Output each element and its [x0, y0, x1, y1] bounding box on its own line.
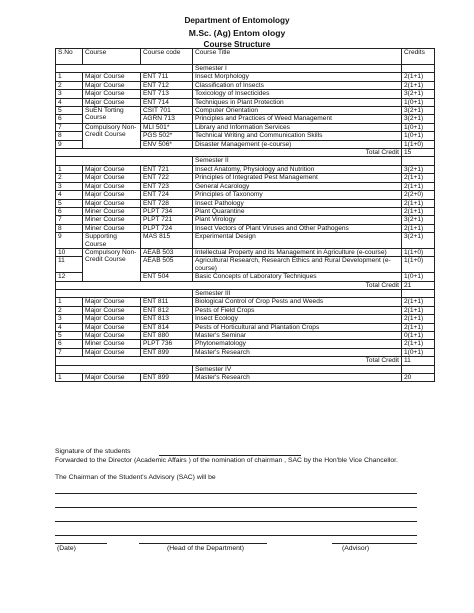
semester-label: Semester II: [193, 157, 402, 165]
cell-course-code: ENT 722: [141, 174, 193, 182]
semester-header-row: [56, 289, 435, 297]
cell-course-title: Computer Orientation: [193, 107, 402, 115]
cell-sno: 3: [56, 182, 83, 190]
semester-credits-blank: [402, 65, 435, 73]
cell-sno: 3: [56, 90, 83, 98]
blank-line-2: [55, 507, 417, 508]
cell-course-title: Principles of Taxonomy: [193, 191, 402, 199]
table-row: [56, 199, 435, 207]
date-line: [55, 543, 107, 544]
col-header-sno: S.No: [56, 49, 83, 65]
cell-course-code: ENT 724: [141, 191, 193, 199]
cell-credits: 1(0+1): [402, 132, 435, 140]
cell-course-title: Library and Information Services: [193, 123, 402, 131]
cell-course-title: Principles and Practices of Weed Management: [193, 115, 402, 123]
cell-credits: 2(1+1): [402, 199, 435, 207]
cell-sno: 6: [56, 115, 83, 123]
cell-course-code: ENT 504: [141, 273, 193, 281]
table-row: [56, 248, 435, 256]
cell-course: Compulsory Non- Credit Course: [83, 248, 141, 281]
cell-credits: 1(1+0): [402, 248, 435, 256]
cell-credits: 1(0+1): [402, 348, 435, 356]
cell-sno: 7: [56, 216, 83, 224]
cell-course: Major Course: [83, 348, 141, 356]
table-row: [56, 332, 435, 340]
cell-course-title: Insect Vectors of Plant Viruses and Other Pathogens: [193, 224, 402, 232]
cell-course: Major Course: [83, 374, 141, 382]
cell-course-title: Biological Control of Crop Pests and Weeds: [193, 298, 402, 306]
cell-course: Major Course: [83, 306, 141, 314]
course-structure-heading: Course Structure: [203, 40, 271, 49]
table-row: [56, 323, 435, 331]
cell-course: Miner Course: [83, 216, 141, 224]
cell-sno: 4: [56, 98, 83, 106]
cell-sno: 1: [56, 298, 83, 306]
cell-course-title: Master's Seminar: [193, 332, 402, 340]
semester-header-row: [56, 365, 435, 373]
cell-course-title: Toxicology of Insecticides: [193, 90, 402, 98]
cell-course-title: Master's Research: [193, 374, 402, 382]
cell-course-title: Phytonematology: [193, 340, 402, 348]
cell-credits: 2(1+1): [402, 207, 435, 215]
advisor-line: [332, 543, 417, 544]
cell-sno: 12: [56, 273, 83, 281]
cell-course-title: Agricultural Research, Research Ethics and Rural Development (e-course): [193, 257, 402, 273]
table-row: [56, 374, 435, 382]
cell-credits: 2(1+1): [402, 174, 435, 182]
semester-credits-blank: [402, 365, 435, 373]
cell-sno: 11: [56, 257, 83, 273]
total-credit-value: 11: [402, 357, 435, 365]
cell-sno: 1: [56, 165, 83, 173]
total-credit-label: Total Credit: [56, 149, 402, 157]
table-row: [56, 174, 435, 182]
table-row: [56, 216, 435, 224]
cell-sno: 10: [56, 248, 83, 256]
cell-credits: 2(1+1): [402, 182, 435, 190]
cell-course-title: Basic Concepts of Laboratory Techniques: [193, 273, 402, 281]
cell-course-code: ENT 721: [141, 165, 193, 173]
table-row: [56, 315, 435, 323]
cell-credits: 2(1+1): [402, 81, 435, 89]
cell-course-code: ENT 713: [141, 90, 193, 98]
signature-line: [159, 455, 301, 456]
cell-course: Major Course: [83, 81, 141, 89]
semester-header-row: [56, 157, 435, 165]
cell-sno: 9: [56, 140, 83, 148]
col-header-credits: Credits: [402, 49, 435, 65]
cell-course-code: AGRN 713: [141, 115, 193, 123]
total-credit-value: 21: [402, 281, 435, 289]
course-structure-table: [55, 48, 435, 382]
cell-credits: 1(1+0): [402, 257, 435, 273]
cell-course-code: AEAB 503: [141, 248, 193, 256]
cell-sno: 9: [56, 233, 83, 249]
table-row: [56, 224, 435, 232]
cell-sno: 8: [56, 224, 83, 232]
cell-credits: 1(1+0): [402, 140, 435, 148]
table-row: [56, 165, 435, 173]
semester-credits-blank: [402, 289, 435, 297]
cell-course-code: ENV 506*: [141, 140, 193, 148]
cell-course: Major Course: [83, 165, 141, 173]
cell-course-code: ENT 714: [141, 98, 193, 106]
table-row: [56, 191, 435, 199]
cell-course-code: ENT 899: [141, 348, 193, 356]
cell-credits: 2(1+1): [402, 323, 435, 331]
cell-sno: 7: [56, 123, 83, 131]
semester-blank: [56, 365, 193, 373]
cell-course-title: Disaster Management (e-course): [193, 140, 402, 148]
cell-credits: 3(2+1): [402, 233, 435, 249]
cell-sno: 5: [56, 332, 83, 340]
semester-label: Semester I: [193, 65, 402, 73]
table-row: [56, 207, 435, 215]
cell-sno: 5: [56, 107, 83, 115]
cell-course-title: Experimental Design: [193, 233, 402, 249]
table-row: [56, 90, 435, 98]
cell-course: Major Course: [83, 182, 141, 190]
advisor-label: (Advisor): [342, 545, 370, 552]
semester-header-row: [56, 65, 435, 73]
semester-label: Semester III: [193, 289, 402, 297]
table-row: [56, 73, 435, 81]
cell-course: Major Course: [83, 174, 141, 182]
table-body: [56, 65, 435, 382]
cell-course-title: Pests of Field Crops: [193, 306, 402, 314]
semester-blank: [56, 157, 193, 165]
cell-course-code: ENT 723: [141, 182, 193, 190]
cell-sno: 2: [56, 81, 83, 89]
date-label: (Date): [57, 545, 76, 552]
cell-credits: 3(2+1): [402, 107, 435, 115]
table-row: [56, 348, 435, 356]
cell-course: Miner Course: [83, 340, 141, 348]
total-credit-row: [56, 357, 435, 365]
cell-credits: 1(0+1): [402, 123, 435, 131]
cell-credits: 3(2+1): [402, 165, 435, 173]
cell-course-code: ENT 711: [141, 73, 193, 81]
cell-course-code: ENT 813: [141, 315, 193, 323]
semester-blank: [56, 65, 193, 73]
cell-course-title: Techniques in Plant Protection: [193, 98, 402, 106]
cell-course: Supporting Course: [83, 233, 141, 249]
total-credit-value: 15: [402, 149, 435, 157]
cell-course-title: Principles of Integrated Pest Management: [193, 174, 402, 182]
cell-course-title: Insect Ecology: [193, 315, 402, 323]
cell-course-code: MLI 501*: [141, 123, 193, 131]
cell-credits: 1(0+1): [402, 273, 435, 281]
cell-course: Miner Course: [83, 207, 141, 215]
cell-course-title: Intellectual Property and its Management in Agriculture (e-course): [193, 248, 402, 256]
total-credit-label: Total Credit: [56, 357, 402, 365]
cell-sno: 2: [56, 306, 83, 314]
total-credit-label: Total Credit: [56, 281, 402, 289]
table-row: [56, 340, 435, 348]
cell-course: Major Course: [83, 199, 141, 207]
cell-credits: 1(0+1): [402, 98, 435, 106]
cell-credits: 2(1+1): [402, 340, 435, 348]
table-row: [56, 233, 435, 249]
cell-course-title: Insect Morphology: [193, 73, 402, 81]
semester-credits-blank: [402, 157, 435, 165]
cell-course-title: General Acarology: [193, 182, 402, 190]
cell-course: SuEN Torting Course: [83, 107, 141, 124]
cell-credits: 3(2+1): [402, 90, 435, 98]
semester-label: Semester IV: [193, 365, 402, 373]
table-row: [56, 182, 435, 190]
forwarded-text: Forwarded to the Director (Academic Affairs ) of the nomination of chairman , SAC by the Hon'ble Vice Chancellor.: [55, 457, 398, 464]
col-header-course-title: Course Title: [193, 49, 402, 65]
cell-sno: 2: [56, 174, 83, 182]
table-row: [56, 98, 435, 106]
cell-course-code: PLPT 721: [141, 216, 193, 224]
cell-sno: 7: [56, 348, 83, 356]
blank-line-3: [55, 521, 417, 522]
cell-course-code: ENT 811: [141, 298, 193, 306]
cell-course-code: ENT 814: [141, 323, 193, 331]
cell-credits: 3(2+1): [402, 115, 435, 123]
table-row: [56, 298, 435, 306]
cell-course-title: Technical Writing and Communication Skills: [193, 132, 402, 140]
cell-credits: 2(2+0): [402, 191, 435, 199]
table-row: [56, 123, 435, 131]
degree-heading: M.Sc. (Ag) Entom ology: [188, 28, 286, 38]
cell-course: Compulsory Non- Credit Course: [83, 123, 141, 148]
semester-blank: [56, 289, 193, 297]
cell-course-code: PLPT 734: [141, 207, 193, 215]
cell-course-code: ENT 812: [141, 306, 193, 314]
cell-course: Major Course: [83, 323, 141, 331]
department-heading: Department of Entomology: [184, 16, 290, 25]
col-header-course: Course: [83, 49, 141, 65]
cell-course-title: Classification of Insects: [193, 81, 402, 89]
cell-sno: 4: [56, 191, 83, 199]
cell-course-title: Plant Quarantine: [193, 207, 402, 215]
total-credit-row: [56, 281, 435, 289]
cell-credits: 20: [402, 374, 435, 382]
cell-sno: 3: [56, 315, 83, 323]
cell-course-title: Master's Research: [193, 348, 402, 356]
cell-course-title: Insect Pathology: [193, 199, 402, 207]
table-header-row: [56, 49, 435, 65]
cell-sno: 1: [56, 73, 83, 81]
cell-course-code: PLPT 736: [141, 340, 193, 348]
chairman-text: The Chairman of the Student's Advisory (SAC) will be: [55, 474, 216, 481]
table-row: [56, 107, 435, 115]
cell-course: Major Course: [83, 98, 141, 106]
cell-sno: 6: [56, 340, 83, 348]
cell-credits: 2(1+1): [402, 298, 435, 306]
cell-course-code: MAS 815: [141, 233, 193, 249]
cell-credits: 2(1+1): [402, 73, 435, 81]
signature-label: Signature of the students: [55, 448, 131, 455]
cell-sno: 1: [56, 374, 83, 382]
head-line: [139, 543, 267, 544]
cell-course: Major Course: [83, 90, 141, 98]
blank-line-1: [55, 493, 417, 494]
cell-course: Major Course: [83, 298, 141, 306]
table-row: [56, 81, 435, 89]
cell-credits: 3(2+1): [402, 216, 435, 224]
cell-credits: 2(1+1): [402, 306, 435, 314]
cell-sno: 8: [56, 132, 83, 140]
cell-sno: 4: [56, 323, 83, 331]
cell-course: Major Course: [83, 73, 141, 81]
cell-course-code: CSIT 701: [141, 107, 193, 115]
head-of-department-label: (Head of the Department): [167, 545, 245, 552]
total-credit-row: [56, 149, 435, 157]
cell-course: Major Course: [83, 332, 141, 340]
cell-course: Miner Course: [83, 224, 141, 232]
col-header-course-code: Course code: [141, 49, 193, 65]
cell-course-code: ENT 712: [141, 81, 193, 89]
cell-course-code: ENT 899: [141, 374, 193, 382]
cell-course-title: Insect Anatomy, Physiology and Nutrition: [193, 165, 402, 173]
cell-sno: 6: [56, 207, 83, 215]
table-row: [56, 306, 435, 314]
cell-course: Major Course: [83, 191, 141, 199]
cell-course-code: ENT 880: [141, 332, 193, 340]
cell-course-code: PLPT 724: [141, 224, 193, 232]
cell-credits: 2(1+1): [402, 315, 435, 323]
cell-credits: 0(1+1): [402, 332, 435, 340]
cell-course-code: PGS 502*: [141, 132, 193, 140]
cell-credits: 2(1+1): [402, 224, 435, 232]
blank-line-4: [55, 535, 417, 536]
cell-course-code: ENT 728: [141, 199, 193, 207]
cell-course-title: Plant Virology: [193, 216, 402, 224]
cell-course: Major Course: [83, 315, 141, 323]
cell-course-code: AEAB 505: [141, 257, 193, 273]
cell-sno: 5: [56, 199, 83, 207]
cell-course-title: Pests of Horticultural and Plantation Crops: [193, 323, 402, 331]
